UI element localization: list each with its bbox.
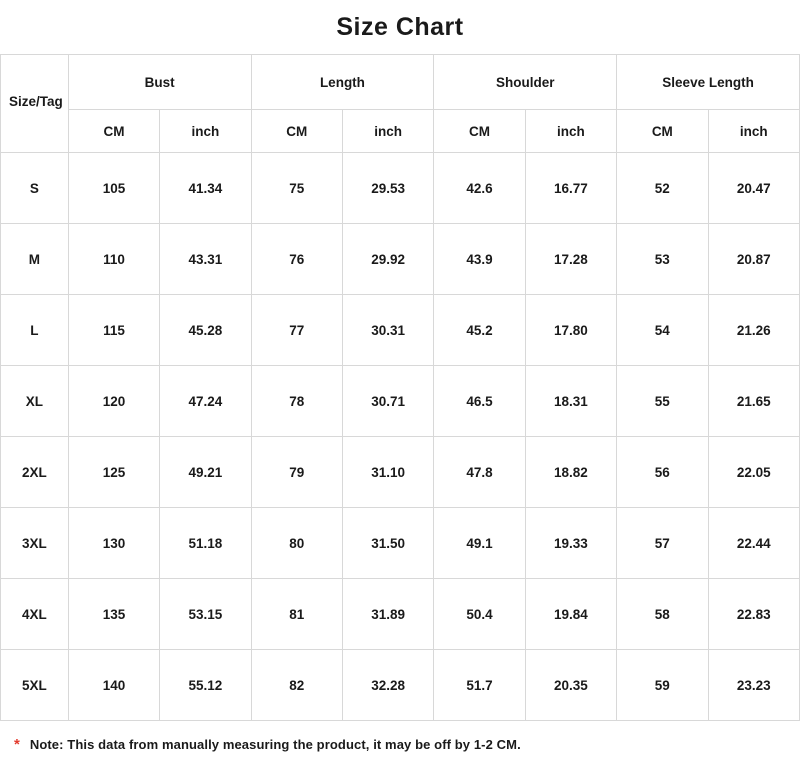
cell-length-cm: 75 (251, 153, 342, 224)
note-text: Note: This data from manually measuring the product, it may be off by 1-2 CM. (29, 736, 521, 752)
cell-bust-cm: 130 (68, 508, 159, 579)
cell-shoulder-cm: 46.5 (434, 366, 525, 437)
cell-sleeve-cm: 52 (617, 153, 708, 224)
row-size-label: L (1, 295, 69, 366)
cell-length-inch: 30.31 (342, 295, 433, 366)
cell-shoulder-cm: 45.2 (434, 295, 525, 366)
cell-sleeve-inch: 22.83 (708, 579, 799, 650)
header-group-shoulder: Shoulder (434, 55, 617, 110)
cell-length-cm: 81 (251, 579, 342, 650)
size-chart-table (0, 54, 800, 721)
cell-bust-inch: 41.34 (160, 153, 251, 224)
cell-bust-cm: 115 (68, 295, 159, 366)
cell-sleeve-cm: 58 (617, 579, 708, 650)
header-group-length: Length (251, 55, 434, 110)
row-size-label: M (1, 224, 69, 295)
cell-shoulder-inch: 17.80 (525, 295, 616, 366)
row-size-label: S (1, 153, 69, 224)
table-row (1, 224, 800, 295)
table-row (1, 650, 800, 721)
cell-shoulder-inch: 18.82 (525, 437, 616, 508)
cell-length-cm: 78 (251, 366, 342, 437)
cell-sleeve-cm: 54 (617, 295, 708, 366)
cell-length-cm: 80 (251, 508, 342, 579)
asterisk-icon: * (14, 735, 20, 753)
row-size-label: 2XL (1, 437, 69, 508)
cell-bust-cm: 110 (68, 224, 159, 295)
header-unit-shoulder-cm: CM (434, 110, 525, 153)
cell-shoulder-inch: 18.31 (525, 366, 616, 437)
table-row (1, 437, 800, 508)
cell-shoulder-cm: 47.8 (434, 437, 525, 508)
table-body (1, 153, 800, 721)
cell-shoulder-cm: 42.6 (434, 153, 525, 224)
cell-length-cm: 82 (251, 650, 342, 721)
header-unit-bust-inch: inch (160, 110, 251, 153)
table-row (1, 508, 800, 579)
table-row (1, 295, 800, 366)
cell-length-inch: 31.10 (342, 437, 433, 508)
header-group-bust: Bust (68, 55, 251, 110)
cell-shoulder-inch: 16.77 (525, 153, 616, 224)
table-header-units (1, 110, 800, 153)
cell-sleeve-inch: 21.65 (708, 366, 799, 437)
cell-sleeve-cm: 53 (617, 224, 708, 295)
header-group-sleeve-length: Sleeve Length (617, 55, 800, 110)
cell-bust-cm: 135 (68, 579, 159, 650)
cell-bust-inch: 49.21 (160, 437, 251, 508)
cell-sleeve-inch: 21.26 (708, 295, 799, 366)
cell-shoulder-inch: 19.84 (525, 579, 616, 650)
cell-sleeve-inch: 22.05 (708, 437, 799, 508)
cell-bust-inch: 53.15 (160, 579, 251, 650)
row-size-label: 3XL (1, 508, 69, 579)
cell-sleeve-inch: 20.87 (708, 224, 799, 295)
cell-length-inch: 29.92 (342, 224, 433, 295)
header-unit-length-cm: CM (251, 110, 342, 153)
cell-sleeve-cm: 55 (617, 366, 708, 437)
cell-sleeve-inch: 23.23 (708, 650, 799, 721)
row-size-label: 5XL (1, 650, 69, 721)
cell-sleeve-inch: 22.44 (708, 508, 799, 579)
row-size-label: 4XL (1, 579, 69, 650)
table-head (1, 55, 800, 153)
cell-length-inch: 31.50 (342, 508, 433, 579)
cell-sleeve-cm: 56 (617, 437, 708, 508)
cell-shoulder-inch: 19.33 (525, 508, 616, 579)
measurement-note (0, 721, 800, 767)
page-title: Size Chart (336, 12, 464, 41)
header-unit-bust-cm: CM (68, 110, 159, 153)
header-unit-sleeve-inch: inch (708, 110, 799, 153)
cell-shoulder-cm: 43.9 (434, 224, 525, 295)
table-header-groups (1, 55, 800, 110)
header-unit-length-inch: inch (342, 110, 433, 153)
cell-bust-inch: 51.18 (160, 508, 251, 579)
row-size-label: XL (1, 366, 69, 437)
cell-bust-cm: 105 (68, 153, 159, 224)
cell-shoulder-cm: 51.7 (434, 650, 525, 721)
cell-bust-inch: 43.31 (160, 224, 251, 295)
cell-bust-inch: 47.24 (160, 366, 251, 437)
cell-bust-cm: 140 (68, 650, 159, 721)
cell-shoulder-cm: 50.4 (434, 579, 525, 650)
cell-length-inch: 29.53 (342, 153, 433, 224)
table-row (1, 366, 800, 437)
cell-bust-cm: 120 (68, 366, 159, 437)
table-row (1, 579, 800, 650)
cell-length-cm: 77 (251, 295, 342, 366)
cell-shoulder-inch: 20.35 (525, 650, 616, 721)
cell-sleeve-cm: 57 (617, 508, 708, 579)
cell-bust-inch: 55.12 (160, 650, 251, 721)
header-unit-shoulder-inch: inch (525, 110, 616, 153)
cell-length-inch: 31.89 (342, 579, 433, 650)
cell-sleeve-cm: 59 (617, 650, 708, 721)
cell-bust-inch: 45.28 (160, 295, 251, 366)
header-unit-sleeve-cm: CM (617, 110, 708, 153)
cell-length-inch: 32.28 (342, 650, 433, 721)
cell-length-cm: 76 (251, 224, 342, 295)
cell-sleeve-inch: 20.47 (708, 153, 799, 224)
cell-length-cm: 79 (251, 437, 342, 508)
cell-shoulder-inch: 17.28 (525, 224, 616, 295)
cell-bust-cm: 125 (68, 437, 159, 508)
table-row (1, 153, 800, 224)
header-size-tag: Size/Tag (1, 55, 69, 153)
cell-shoulder-cm: 49.1 (434, 508, 525, 579)
cell-length-inch: 30.71 (342, 366, 433, 437)
